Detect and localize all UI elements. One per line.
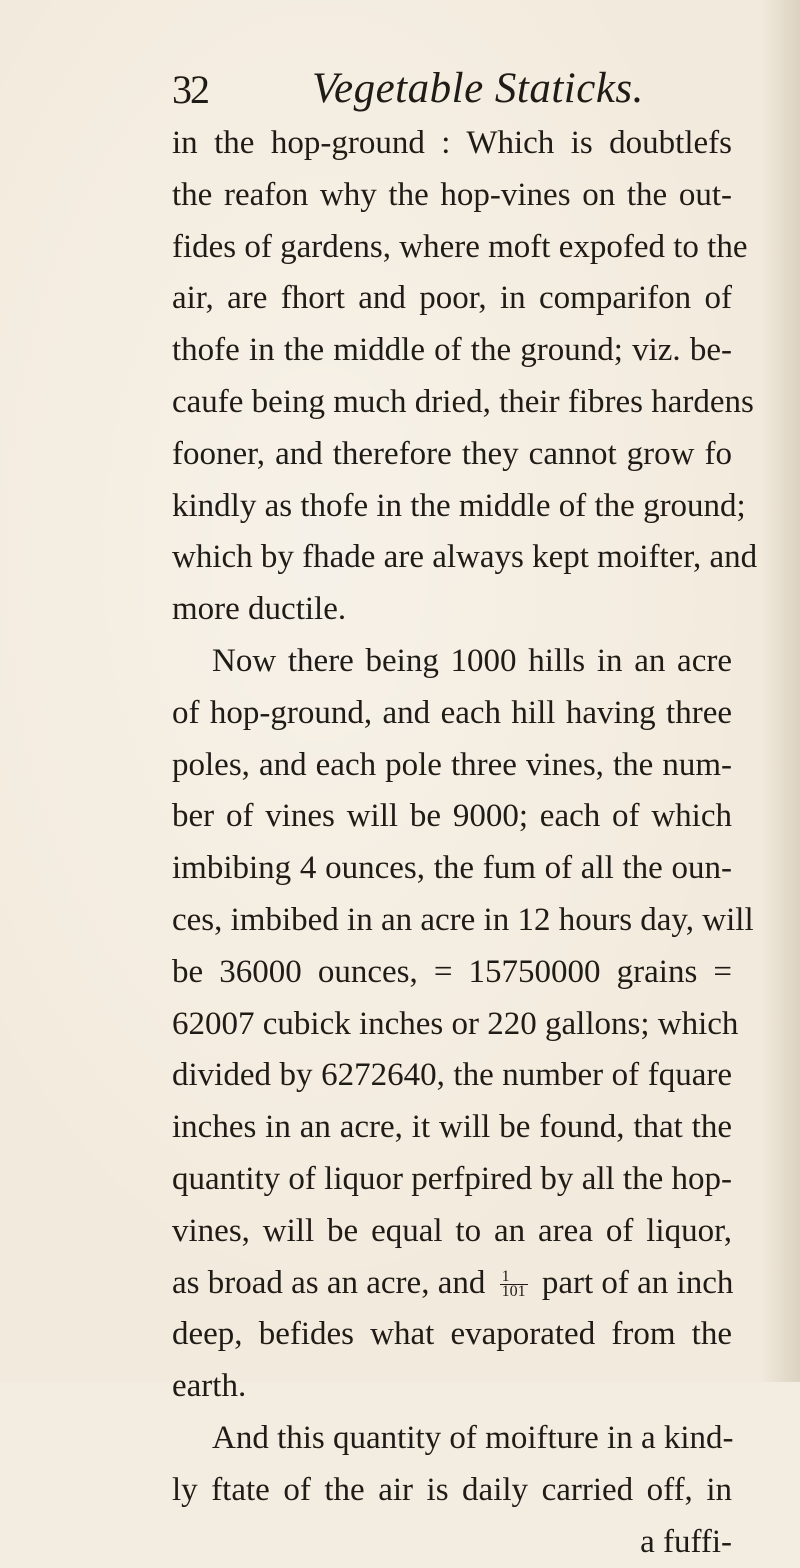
text-line: in the hop-ground : Which is doubtlefs — [172, 125, 732, 161]
page-header — [172, 64, 732, 116]
fraction — [500, 1270, 528, 1299]
text-line: kindly as thofe in the middle of the ground; — [172, 487, 746, 524]
text-line: deep, befides what evaporated from the — [172, 1316, 732, 1353]
page-number: 32 — [172, 67, 208, 112]
text-line: fooner, and therefore they cannot grow fo — [172, 435, 732, 472]
text-line: thofe in the middle of the ground; viz. be- — [172, 332, 732, 369]
text-line: of hop-ground, and each hill having three — [172, 694, 732, 731]
fraction-denominator: 101 — [501, 1283, 526, 1301]
running-title: Vegetable Staticks. — [312, 65, 644, 112]
catchword-line: a fuffi- — [640, 1523, 732, 1560]
fraction-line-after: part of an inch — [541, 1264, 734, 1301]
text-line: inches in an acre, it will be found, that the — [172, 1109, 732, 1146]
text-line: vines, will be equal to an area of liquor, — [172, 1212, 732, 1249]
text-line: be 36000 ounces, = 15750000 grains = — [172, 953, 732, 990]
page-edge-shadow — [760, 0, 800, 1382]
text-line: imbibing 4 ounces, the fum of all the oun- — [172, 850, 732, 887]
text-line: 62007 cubick inches or 220 gallons; which — [172, 1005, 739, 1042]
fraction-line-before: as broad as an acre, and — [172, 1264, 486, 1301]
text-line: more ductile. — [172, 591, 347, 628]
text-line: earth. — [172, 1368, 247, 1405]
text-line: divided by 6272640, the number of fquare — [172, 1057, 732, 1094]
text-line: caufe being much dried, their fibres hardens — [172, 383, 754, 420]
text-line: which by fhade are always kept moifter, and — [172, 539, 758, 576]
fraction-numerator: 1 — [500, 1270, 528, 1285]
text-line-with-fraction — [172, 1258, 732, 1310]
text-line: ly ftate of the air is daily carried off, in — [172, 1471, 732, 1508]
text-line: ber of vines will be 9000; each of which — [172, 798, 732, 835]
text-line: ces, imbibed in an acre in 12 hours day, will — [172, 901, 754, 938]
text-line: the reafon why the hop-vines on the out- — [172, 176, 732, 213]
text-line: air, are fhort and poor, in comparifon of — [172, 280, 732, 317]
paragraph-start-line: And this quantity of moifture in a kind- — [212, 1419, 734, 1456]
text-line: quantity of liquor perfpired by all the hop- — [172, 1160, 732, 1197]
text-line: fides of gardens, where moft expofed to the — [172, 228, 748, 265]
paragraph-start-line: Now there being 1000 hills in an acre — [212, 642, 732, 679]
text-line: poles, and each pole three vines, the num- — [172, 746, 732, 783]
body-text — [172, 118, 758, 1568]
